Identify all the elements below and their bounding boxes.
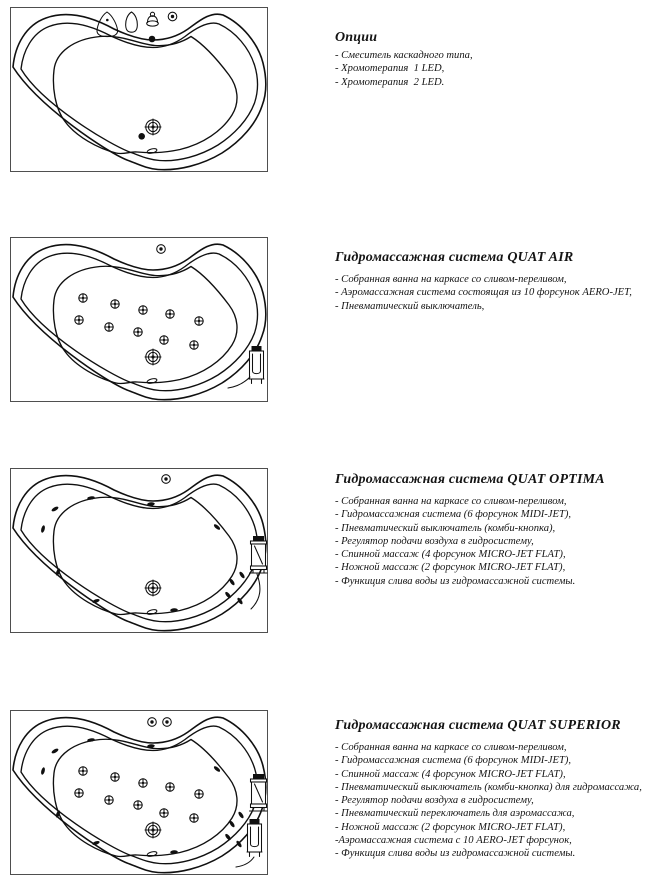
spec-item: - Пневматический выключатель (комби-кнопка), bbox=[335, 522, 556, 534]
aero-jets bbox=[75, 294, 203, 349]
spec-item: - Регулятор подачи воздуха в гидросистему, bbox=[335, 795, 534, 807]
section-quat-optima bbox=[335, 472, 648, 588]
hydro-pump-icon bbox=[250, 536, 268, 573]
spec-item: - Собранная ванна на каркасе со сливом-переливом, bbox=[335, 274, 567, 285]
spec-item: - Регулятор подачи воздуха в гидросистему, bbox=[335, 535, 534, 547]
spec-item: - Собранная ванна на каркасе со сливом-переливом, bbox=[335, 496, 567, 507]
spec-item: - Спинной массаж (4 форсунок MICRO-JET FLAT), bbox=[335, 549, 566, 561]
drawing-frame bbox=[11, 238, 268, 402]
spec-item: - Гидромассажная система (6 форсунок MIDI-JET), bbox=[335, 509, 572, 521]
drawing-frame bbox=[11, 469, 268, 633]
air-blower-icon bbox=[249, 346, 264, 384]
spec-item: - Собранная ванна на каркасе со сливом-переливом, bbox=[335, 742, 567, 753]
drawing-bathtub-quat-air bbox=[10, 237, 268, 402]
cascade-mixer-icon bbox=[97, 12, 177, 37]
bathtub-top-view bbox=[13, 244, 266, 400]
spec-item: - Смеситель каскадного типа, bbox=[335, 50, 473, 61]
pneumatic-switch-icon bbox=[157, 245, 166, 254]
spec-item: - Гидромассажная система (6 форсунок MIDI-JET), bbox=[335, 755, 572, 767]
drawing-bathtub-quat-optima bbox=[10, 468, 268, 633]
section-title: Гидромассажная система QUAT OPTIMA bbox=[335, 472, 605, 487]
spec-item: - Хромотерапия 2 LED. bbox=[335, 76, 445, 88]
air-pipe bbox=[236, 857, 254, 867]
pneumatic-switch-icon bbox=[148, 718, 157, 727]
spec-item: -Аэромассажная система с 10 AERO-JET форсунок, bbox=[335, 835, 572, 847]
led-light-icon bbox=[149, 36, 156, 43]
aero-jets bbox=[75, 767, 203, 822]
air-blower-icon bbox=[247, 819, 262, 857]
water-pipe bbox=[251, 574, 260, 609]
spec-item: - Спинной массаж (4 форсунок MICRO-JET FLAT), bbox=[335, 768, 566, 780]
bathtub-top-view bbox=[13, 14, 266, 170]
pneumatic-selector-icon bbox=[163, 718, 172, 727]
section-title: Опции bbox=[335, 30, 378, 45]
spec-item: - Функиция слива воды из гидромассажной системы. bbox=[335, 848, 576, 860]
bathtub-top-view bbox=[13, 475, 266, 631]
section-options bbox=[335, 30, 648, 89]
section-title: Гидромассажная система QUAT SUPERIOR bbox=[335, 718, 621, 733]
spec-item: - Пневматический переключатель для аэромассажа, bbox=[335, 808, 575, 820]
section-quat-superior bbox=[335, 718, 648, 861]
drawing-frame bbox=[11, 8, 268, 172]
drawing-bathtub-quat-superior bbox=[10, 710, 268, 875]
section-quat-air bbox=[335, 250, 648, 313]
led-light-icon bbox=[138, 133, 145, 140]
spec-item: - Хромотерапия 1 LED, bbox=[335, 63, 445, 75]
spec-item: - Пневматический выключатель, bbox=[335, 300, 485, 312]
hydro-pump-icon bbox=[250, 774, 268, 811]
section-title: Гидромассажная система QUAT AIR bbox=[335, 250, 574, 265]
pneumatic-switch-icon bbox=[162, 475, 171, 484]
spec-item: - Аэромассажная система состоящая из 10 форсунок AERO-JET, bbox=[335, 287, 632, 299]
drawing-frame bbox=[11, 711, 268, 875]
bathtub-top-view bbox=[13, 717, 266, 873]
spec-item: - Ножной массаж (2 форсунок MICRO-JET FLAT), bbox=[335, 562, 566, 574]
drawing-bathtub-options bbox=[10, 7, 268, 172]
spec-item: - Функиция слива воды из гидромассажной системы. bbox=[335, 575, 576, 587]
spec-item: - Пневматический выключатель (комби-кнопка) для гидромассажа, bbox=[335, 781, 642, 793]
spec-item: - Ножной массаж (2 форсунок MICRO-JET FLAT), bbox=[335, 821, 566, 833]
air-pipe bbox=[228, 377, 250, 388]
